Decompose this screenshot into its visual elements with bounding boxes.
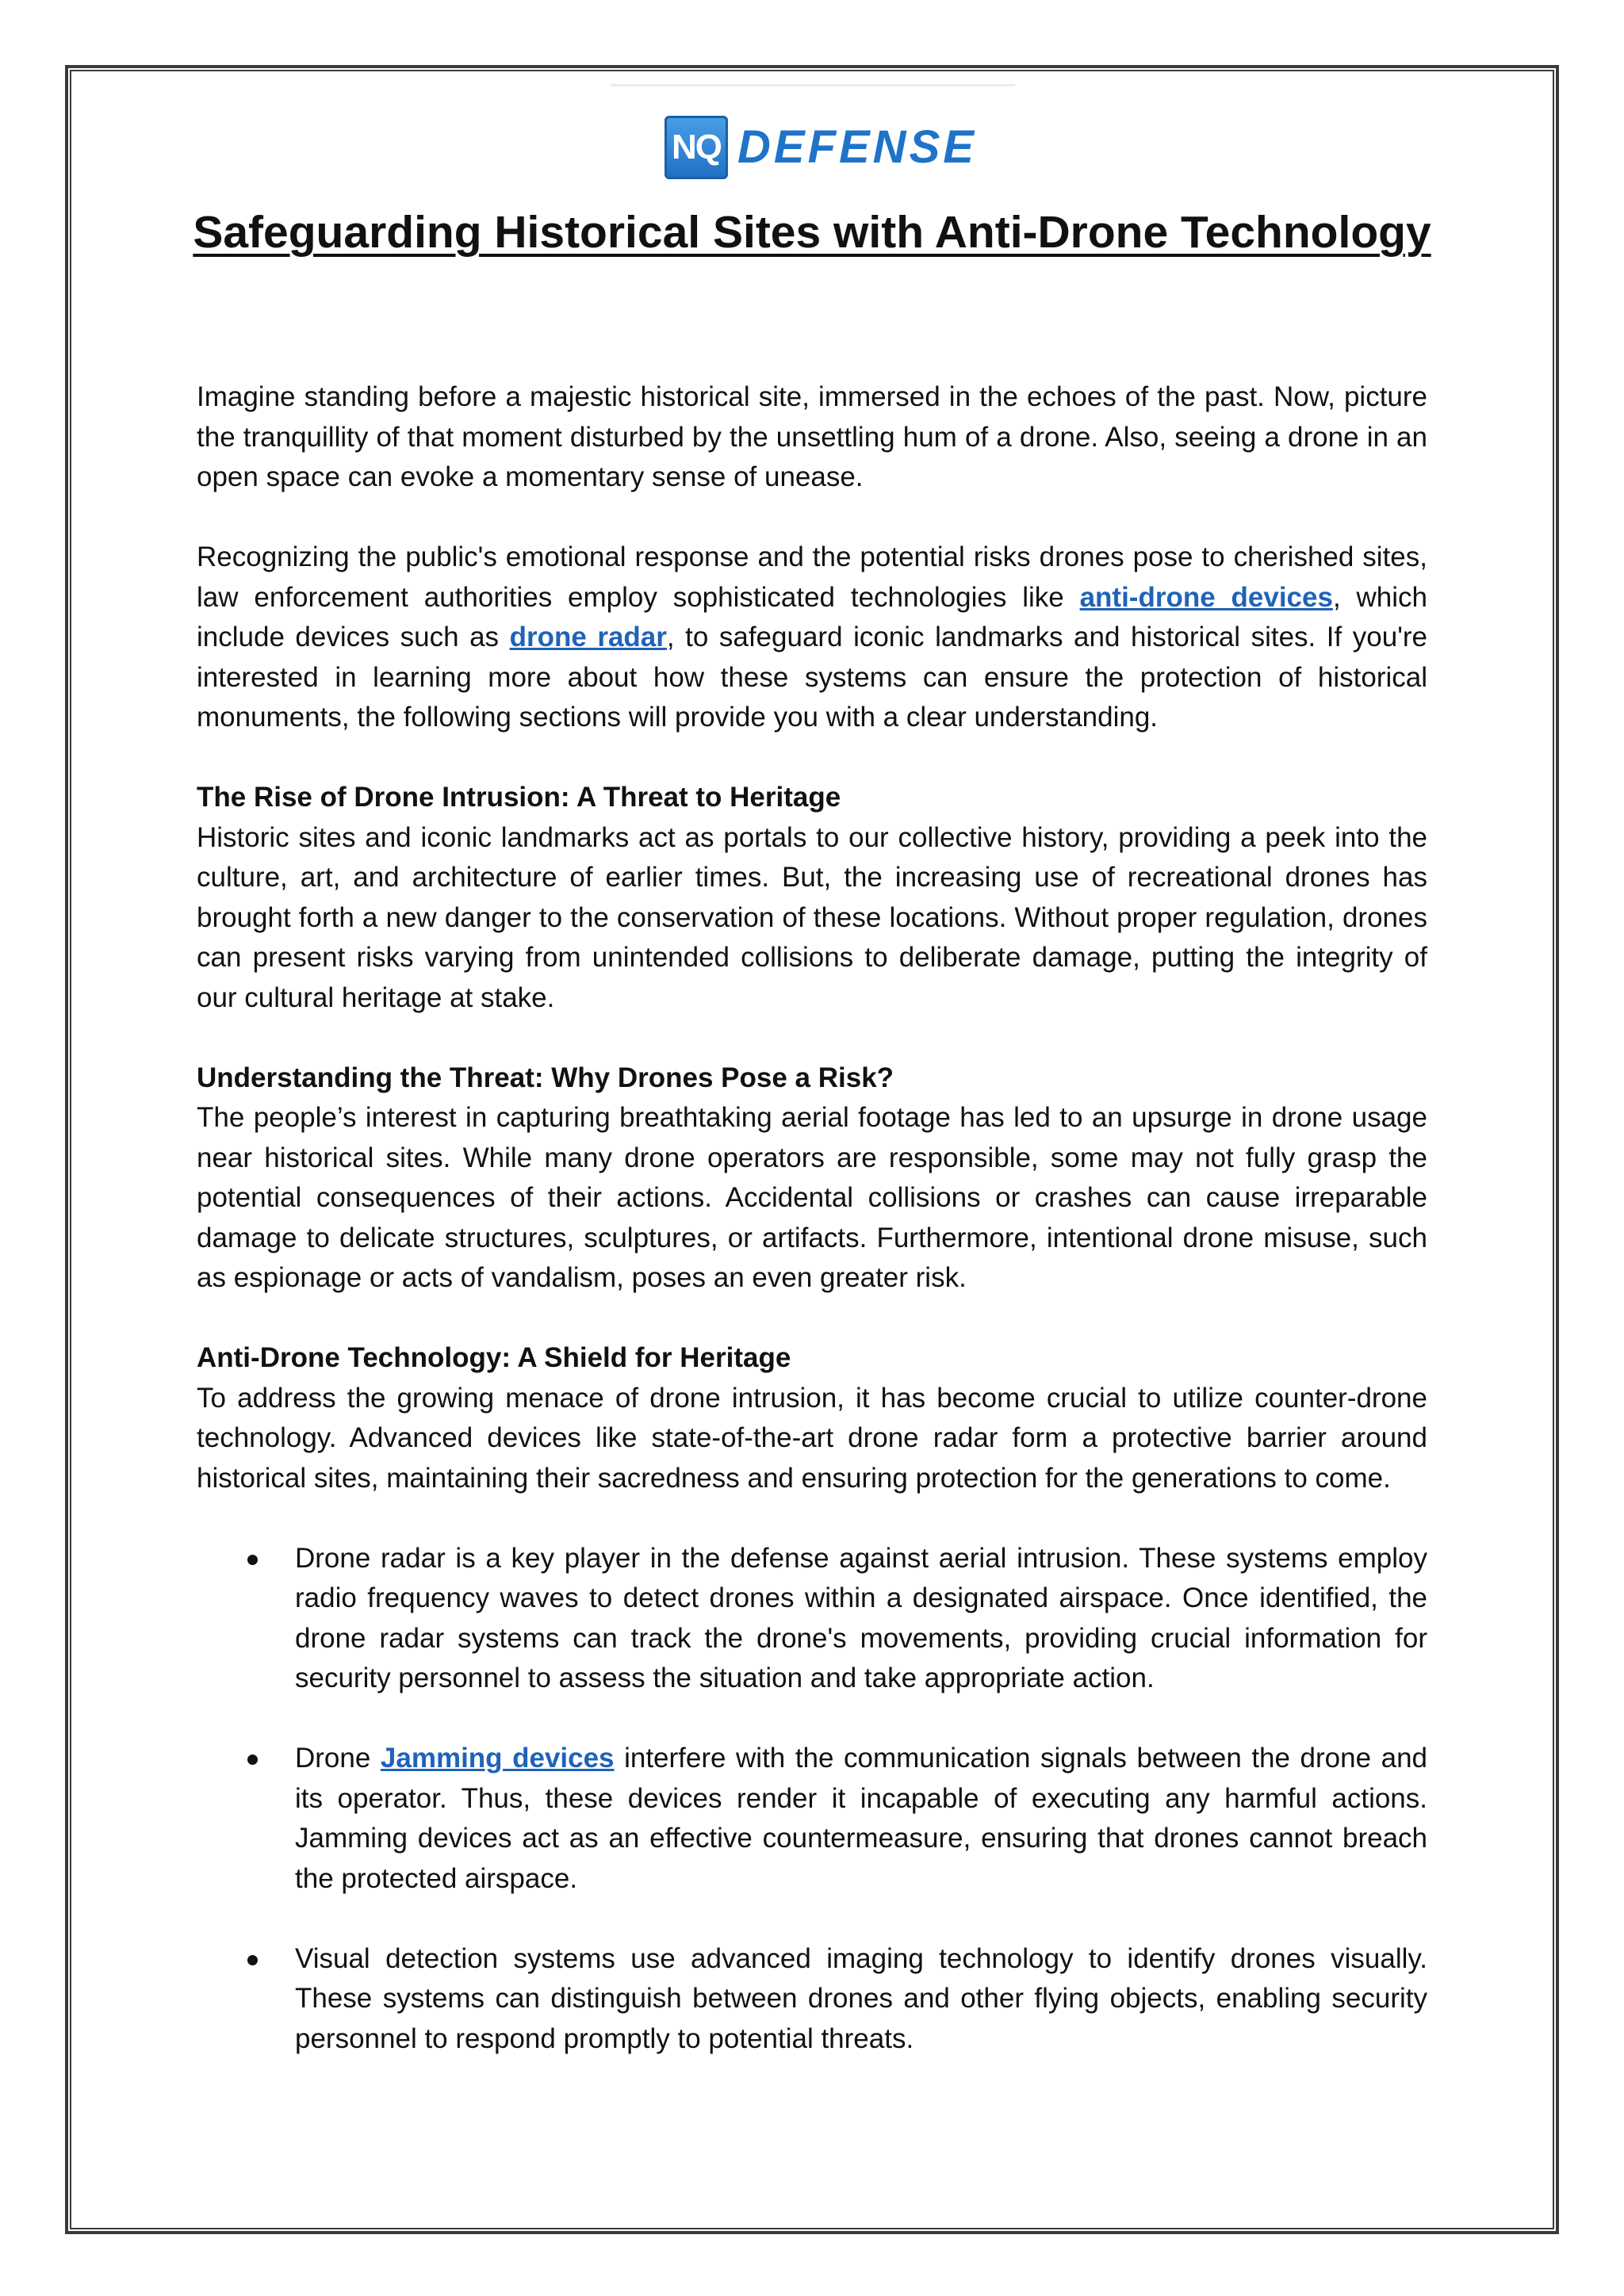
bullet-icon [247, 1955, 258, 1965]
section-body-threat: The people’s interest in capturing breathtaking aerial footage has led to an upsurge in drone usage near historical sites. While many drone operators are responsible, some may not fully grasp the potential consequences of their actions. Accidental collisions or crashes can cause irreparable damage to delicate structures, sculptures, or artifacts. Furthermore, intentional drone misuse, such as espionage or acts of vandalism, poses an even greater risk. [197, 1102, 1427, 1293]
section-heading-threat: Understanding the Threat: Why Drones Pose a Risk? [197, 1062, 894, 1093]
drone-radar-link[interactable]: drone radar [509, 622, 667, 652]
section-heading-shield: Anti-Drone Technology: A Shield for Heritage [197, 1342, 791, 1373]
bullet-icon [247, 1755, 258, 1765]
para2-text-3: , to safeguard iconic landmarks and historical sites. If you're interested in learning more about how these systems can ensure the protection of historical monuments, the following sections will provide you with a clear understanding. [197, 622, 1428, 733]
section-heading-rise: The Rise of Drone Intrusion: A Threat to Heritage [197, 782, 841, 813]
section-body-shield: To address the growing menace of drone intrusion, it has become crucial to utilize counter-drone technology. Advanced devices like state-of-the-art drone radar form a protective barrier around historical sites, maintaining their sacredness and ensuring protection for the generations to come. [197, 1382, 1427, 1494]
logo-mark: NQ [665, 116, 728, 179]
header-rule [611, 84, 1015, 86]
para2-text-2: , which include devices such as [197, 581, 1427, 652]
technology-list [197, 1539, 1427, 2060]
list-item-drone-radar [197, 1539, 1427, 1699]
list-item-text-post: interfere with the communication signals between the drone and its operator. Thus, these devices render it incapable of executing any harmful actions. Jamming devices act as an effective countermeasure, ensuring that drones cannot breach the protected airspace. [295, 1743, 1428, 1894]
company-logo [665, 116, 977, 179]
page-title: Safeguarding Historical Sites with Anti-Drone Technology [193, 207, 1431, 258]
list-item-jamming [197, 1739, 1427, 1899]
list-item-text-pre: Drone [295, 1743, 381, 1774]
logo-wordmark: DEFENSE [737, 121, 977, 173]
anti-drone-devices-link[interactable]: anti-drone devices [1079, 581, 1333, 613]
para2-text-1: Recognizing the public's emotional response and the potential risks drones pose to cherished sites, law enforcement authorities employ sophisticated technologies like [197, 541, 1427, 613]
article-body [197, 377, 1427, 2099]
list-item-visual-detection [197, 1939, 1427, 2060]
section-body-rise: Historic sites and iconic landmarks act as portals to our collective history, providing a peek into the culture, art, and architecture of earlier times. But, the increasing use of recreational drones has brought forth a new danger to the conservation of these locations. Without proper regulation, drones can present risks varying from unintended collisions to deliberate damage, putting the integrity of our cultural heritage at stake. [197, 821, 1427, 1013]
intro-paragraph: Imagine standing before a majestic historical site, immersed in the echoes of the past. Now, picture the tranquillity of that moment disturbed by the unsettling hum of a drone. Also, seeing a drone in an open space can evoke a momentary sense of unease. [197, 381, 1427, 492]
list-item-text: Drone radar is a key player in the defense against aerial intrusion. These systems employ radio frequency waves to detect drones within a designated airspace. Once identified, the drone radar systems can track the drone's movements, providing crucial information for security personnel to assess the situation and take appropriate action. [295, 1542, 1427, 1693]
list-item-text: Visual detection systems use advanced imaging technology to identify drones visually. These systems can distinguish between drones and other flying objects, enabling security personnel to respond promptly to potential threats. [295, 1942, 1427, 2054]
recognition-paragraph [197, 538, 1427, 738]
bullet-icon [247, 1555, 258, 1565]
jamming-devices-link[interactable]: Jamming devices [380, 1743, 615, 1774]
